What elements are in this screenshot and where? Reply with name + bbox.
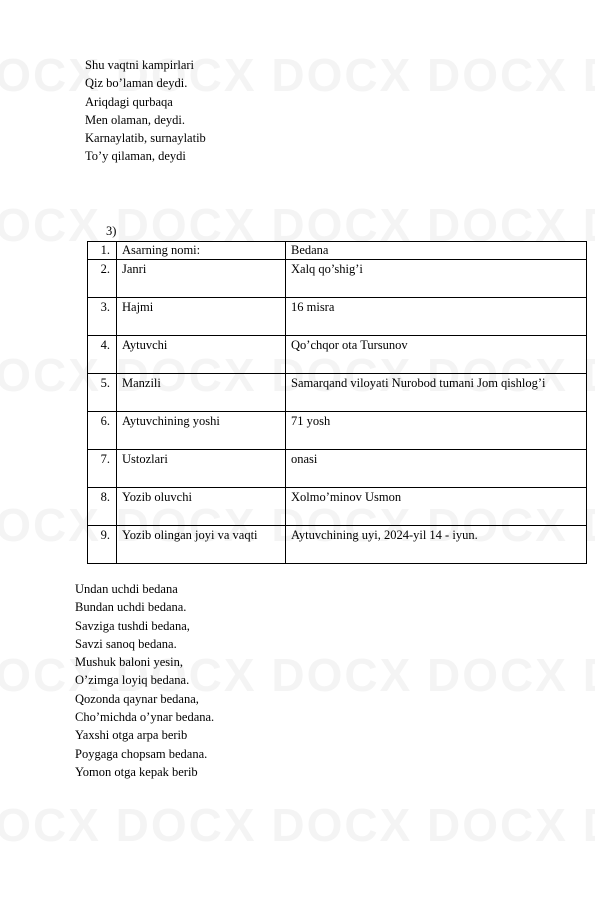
poem-line: Qozonda qaynar bedana, <box>75 691 199 706</box>
row-key: Yozib oluvchi <box>117 488 286 526</box>
poem-line: Ariqdagi qurbaqa <box>85 94 173 109</box>
table-row <box>88 374 587 412</box>
section-number: 3) <box>106 224 117 238</box>
table-row <box>88 412 587 450</box>
watermark-row <box>0 0 555 150</box>
poem-line: Karnaylatib, surnaylatib <box>85 131 206 146</box>
row-value: Aytuvchining uyi, 2024-yil 14 - iyun. <box>286 526 587 564</box>
table-row <box>88 242 587 260</box>
row-key: Aytuvchi <box>117 336 286 374</box>
row-number: 9. <box>88 526 117 564</box>
poem-line: Men olaman, deydi. <box>85 112 185 127</box>
poem-line: Yomon otga kepak berib <box>75 764 198 779</box>
poem-line: Savziga tushdi bedana, <box>75 618 190 633</box>
row-value: Samarqand viloyati Nurobod tumani Jom qishlog’i <box>286 374 587 412</box>
row-number: 4. <box>88 336 117 374</box>
row-number: 7. <box>88 450 117 488</box>
poem-bottom <box>75 580 214 781</box>
poem-line: O’zimga loyiq bedana. <box>75 673 190 688</box>
row-value: Xalq qo’shig’i <box>286 260 587 298</box>
row-key: Yozib olingan joyi va vaqti <box>117 526 286 564</box>
poem-top <box>85 56 206 166</box>
table-row <box>88 526 587 564</box>
row-key: Janri <box>117 260 286 298</box>
poem-line: Cho’michda o’ynar bedana. <box>75 710 215 725</box>
poem-line: Mushuk baloni yesin, <box>75 655 183 670</box>
row-value: Bedana <box>286 242 587 260</box>
row-key: Asarning nomi: <box>117 242 286 260</box>
row-number: 3. <box>88 298 117 336</box>
poem-line: Poygaga chopsam bedana. <box>75 746 208 761</box>
table-row <box>88 298 587 336</box>
row-value: 16 misra <box>286 298 587 336</box>
poem-line: Shu vaqtni kampirlari <box>85 58 195 72</box>
table-row <box>88 488 587 526</box>
row-key: Aytuvchining yoshi <box>117 412 286 450</box>
poem-line: Undan uchdi bedana <box>75 582 178 596</box>
table-row <box>88 336 587 374</box>
poem-line: Bundan uchdi bedana. <box>75 600 187 615</box>
table-row <box>88 260 587 298</box>
row-value: Qo’chqor ota Tursunov <box>286 336 587 374</box>
poem-line: Yaxshi otga arpa berib <box>75 728 188 743</box>
poem-line: To’y qilaman, deydi <box>85 149 186 164</box>
row-value: 71 yosh <box>286 412 587 450</box>
row-number: 6. <box>88 412 117 450</box>
poem-line: Savzi sanoq bedana. <box>75 636 177 651</box>
row-number: 1. <box>88 242 117 260</box>
table-row <box>88 450 587 488</box>
row-value: onasi <box>286 450 587 488</box>
row-number: 8. <box>88 488 117 526</box>
row-number: 2. <box>88 260 117 298</box>
row-value: Xolmo’minov Usmon <box>286 488 587 526</box>
row-key: Manzili <box>117 374 286 412</box>
row-key: Hajmi <box>117 298 286 336</box>
info-table <box>87 241 587 564</box>
row-key: Ustozlari <box>117 450 286 488</box>
poem-line: Qiz bo’laman deydi. <box>85 76 188 91</box>
row-number: 5. <box>88 374 117 412</box>
